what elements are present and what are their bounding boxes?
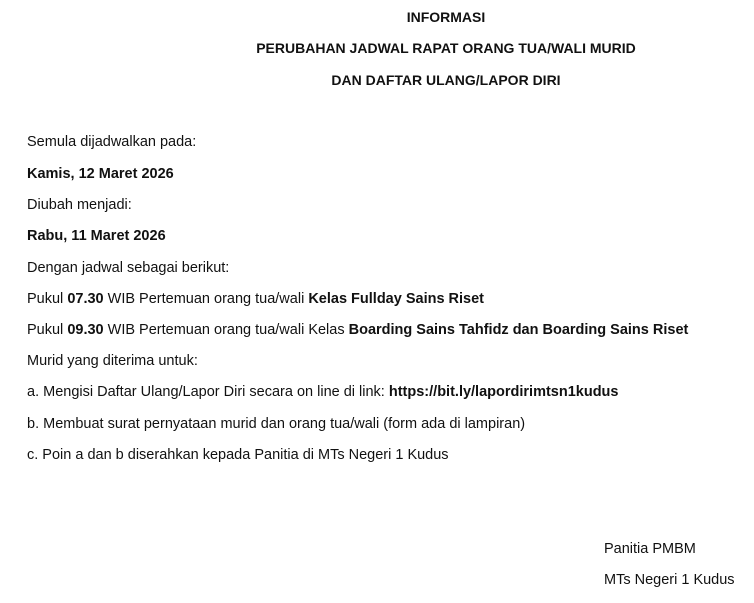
originally-scheduled-label: Semula dijadwalkan pada: <box>27 134 197 150</box>
signature-institution: MTs Negeri 1 Kudus <box>604 572 735 588</box>
document-title: INFORMASI <box>406 9 486 25</box>
schedule-prefix: Pukul <box>27 291 68 307</box>
schedule-time: 07.30 <box>67 291 104 307</box>
schedule-item-2 <box>27 320 688 340</box>
accepted-students-intro: Murid yang diterima untuk: <box>27 353 198 369</box>
new-date: Rabu, 11 Maret 2026 <box>27 228 166 244</box>
schedule-class: Boarding Sains Tahfidz dan Boarding Sains Riset <box>348 322 689 338</box>
schedule-intro: Dengan jadwal sebagai berikut: <box>27 260 230 276</box>
step-a-text: a. Mengisi Daftar Ulang/Lapor Diri secara on line di link: <box>27 384 389 400</box>
signature-committee: Panitia PMBM <box>604 541 696 557</box>
schedule-item-1 <box>27 289 484 309</box>
schedule-prefix: Pukul <box>27 322 68 338</box>
document-subtitle-line-2: DAN DAFTAR ULANG/LAPOR DIRI <box>331 72 561 88</box>
schedule-description: WIB Pertemuan orang tua/wali <box>103 291 309 307</box>
step-a <box>27 382 618 402</box>
step-b: b. Membuat surat pernyataan murid dan orang tua/wali (form ada di lampiran) <box>27 416 526 432</box>
schedule-time: 09.30 <box>67 322 104 338</box>
original-date: Kamis, 12 Maret 2026 <box>27 166 174 182</box>
step-c: c. Poin a dan b diserahkan kepada Panitia di MTs Negeri 1 Kudus <box>27 447 449 463</box>
schedule-class: Kelas Fullday Sains Riset <box>308 291 485 307</box>
registration-link[interactable]: https://bit.ly/lapordirimtsn1kudus <box>388 384 619 400</box>
changed-to-label: Diubah menjadi: <box>27 197 132 213</box>
document-subtitle-line-1: PERUBAHAN JADWAL RAPAT ORANG TUA/WALI MURID <box>256 40 636 56</box>
schedule-description: WIB Pertemuan orang tua/wali Kelas <box>103 322 349 338</box>
